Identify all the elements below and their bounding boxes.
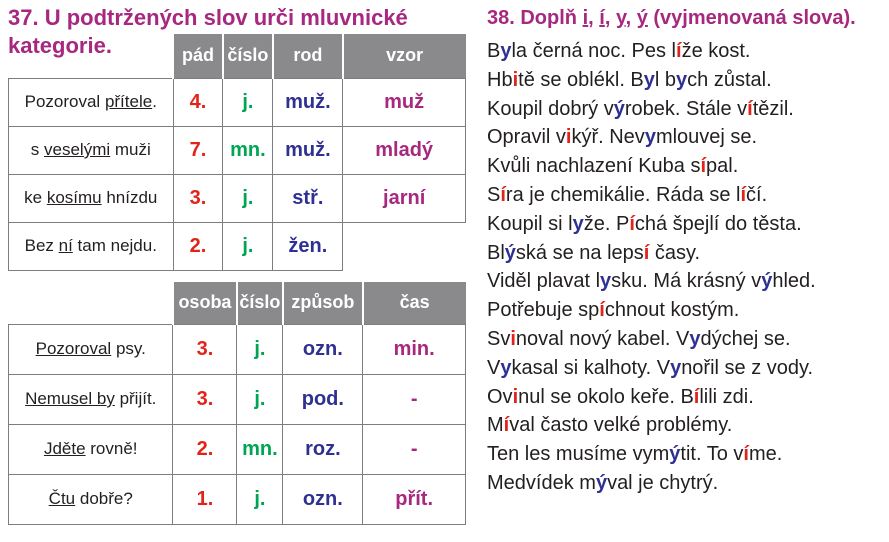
vzor-value: mladý [343, 126, 466, 174]
cislo-value: j. [223, 78, 273, 126]
sentence-text: Ov [487, 385, 513, 408]
sentence-text: l b [654, 68, 677, 91]
header-cislo: číslo [237, 282, 283, 324]
sentence-text: Viděl plavat l [487, 270, 601, 293]
sentence-text: kasal si kalhoty. V [511, 356, 671, 379]
sentence-text: me. [748, 443, 783, 466]
table-noun-categories [8, 34, 466, 271]
letter-i: i [582, 7, 589, 29]
sentence-text: S [487, 183, 501, 206]
cas-value: přít. [363, 474, 466, 524]
sentence-text: Hb [487, 68, 513, 91]
cislo-value: j. [237, 324, 283, 374]
sentence-text: val je chytrý. [607, 471, 719, 494]
sentence-text: lili zdi. [699, 385, 754, 408]
sentence-line [487, 152, 816, 181]
header-pad: pád [173, 34, 223, 78]
phrase-cell [9, 126, 174, 174]
title-sep: , [588, 7, 600, 29]
letter-y: y [615, 7, 626, 29]
underlined-word: Pozoroval [35, 339, 112, 358]
sentence-text: chnout kostým. [604, 299, 740, 322]
sentence-line [487, 296, 816, 325]
sentence-text: pal. [706, 155, 739, 178]
zpusob-value: pod. [283, 374, 363, 424]
table-row [9, 78, 466, 126]
filled-letter-i: í [747, 97, 753, 120]
sentence-text: kýř. Nev [571, 126, 645, 149]
table-row [9, 174, 466, 222]
cislo-value: j. [237, 474, 283, 524]
rod-value: stř. [273, 174, 343, 222]
sentence-text: ská se na leps [515, 241, 644, 264]
sentence-text: tě se oblékl. B [518, 68, 644, 91]
table-row [9, 126, 466, 174]
sentence-line [487, 37, 816, 66]
letter-y-long: ý [636, 7, 648, 29]
cas-value: - [363, 374, 466, 424]
underlined-word: Čtu [48, 489, 76, 508]
cas-value: min. [363, 324, 466, 374]
phrase-cell [9, 424, 173, 474]
table-row [9, 374, 466, 424]
sentence-text: Kvůli nachlazení Kuba s [487, 155, 701, 178]
sentence-text: la černá noc. Pes l [511, 40, 676, 62]
header-cislo: číslo [223, 34, 273, 78]
exercise-37-title-line1: 37. U podtržených slov urči mluvnické [8, 5, 408, 30]
letter-i-long: í [599, 7, 605, 29]
osoba-value: 1. [173, 474, 237, 524]
filled-letter-i: í [629, 212, 635, 235]
filled-letter-i: í [503, 414, 510, 437]
sentence-line [487, 181, 816, 210]
phrase-cell [9, 474, 173, 524]
phrase-pre: Pozoroval [24, 92, 105, 111]
cislo-value: j. [223, 222, 273, 270]
sentence-line [487, 123, 816, 152]
phrase-post: dobře? [75, 489, 133, 508]
sentence-text: nořil se z vody. [681, 356, 814, 379]
filled-letter-y: y [670, 356, 682, 379]
phrase-cell [9, 324, 173, 374]
sentence-text: Koupil dobrý v [487, 97, 614, 120]
sentence-text: že. P [583, 212, 630, 235]
exercise-38-sentences [487, 37, 816, 498]
sentence-line [487, 354, 816, 383]
sentence-text: tězil. [752, 97, 794, 120]
exercise-37-title-line2: kategorie. [8, 33, 112, 58]
filled-letter-i: í [693, 385, 700, 408]
filled-letter-y: y [643, 68, 655, 91]
title-text-end: (vyjmenovaná slova). [647, 7, 856, 29]
table-row [9, 474, 466, 524]
filled-letter-y: y [644, 126, 656, 149]
phrase-cell [9, 78, 174, 126]
sentence-line [487, 95, 816, 124]
sentence-line [487, 267, 816, 296]
exercise-38-title [487, 4, 856, 32]
phrase-pre: ke [24, 188, 47, 207]
phrase-post: hnízdu [101, 188, 158, 207]
underlined-word: veselými [44, 140, 111, 159]
header-zpusob: způsob [283, 282, 363, 324]
pad-value: 2. [173, 222, 223, 270]
filled-letter-y: y [600, 270, 612, 293]
phrase-post: . [152, 92, 157, 111]
sentence-line [487, 325, 816, 354]
zpusob-value: ozn. [283, 474, 363, 524]
phrase-pre: s [30, 140, 45, 159]
phrase-post: rovně! [85, 439, 138, 458]
filled-letter-i: í [700, 155, 707, 178]
sentence-text: Koupil si l [487, 212, 573, 235]
sentence-text: M [487, 414, 504, 437]
filled-letter-i: i [565, 126, 572, 149]
sentence-text: noval nový kabel. V [515, 327, 690, 350]
sentence-text: Potřebuje sp [487, 299, 600, 322]
sentence-text: chá špejlí do těsta. [634, 212, 802, 235]
underlined-word: Nemusel by [25, 389, 115, 408]
table-row [9, 424, 466, 474]
filled-letter-i: í [599, 299, 605, 322]
phrase-cell [9, 222, 174, 270]
title-sep: , [604, 7, 616, 29]
rod-value: žen. [273, 222, 343, 270]
sentence-text: ra je chemikálie. Ráda se l [505, 183, 741, 206]
phrase-post: psy. [111, 339, 146, 358]
sentence-text: robek. Stále v [624, 97, 748, 120]
underlined-word: ní [58, 236, 73, 255]
filled-letter-i: í [500, 183, 506, 206]
filled-letter-y: y [572, 212, 584, 235]
pad-value: 7. [173, 126, 223, 174]
osoba-value: 2. [173, 424, 237, 474]
filled-letter-y: y [676, 68, 688, 91]
filled-letter-i: í [676, 40, 682, 62]
filled-letter-y: ý [669, 443, 681, 466]
sentence-text: časy. [649, 241, 701, 264]
filled-letter-y: ý [613, 97, 625, 120]
sentence-line [487, 210, 816, 239]
vzor-value: jarní [343, 174, 466, 222]
zpusob-value: roz. [283, 424, 363, 474]
header-osoba: osoba [173, 282, 237, 324]
phrase-post: přijít. [114, 389, 157, 408]
table-verb-categories [8, 282, 466, 525]
filled-letter-y: y [689, 327, 701, 350]
sentence-line [487, 411, 816, 440]
title-sep: , [625, 7, 637, 29]
sentence-text: Ten les musíme vym [487, 443, 670, 466]
sentence-text: V [487, 356, 501, 379]
phrase-post: muži [110, 140, 151, 159]
sentence-text: val často velké problémy. [509, 414, 733, 437]
phrase-pre: Bez [24, 236, 59, 255]
filled-letter-y: ý [595, 471, 608, 494]
vzor-value [343, 222, 466, 270]
phrase-cell [9, 374, 173, 424]
sentence-text: čí. [746, 183, 768, 206]
pad-value: 4. [173, 78, 223, 126]
filled-letter-i: i [512, 68, 519, 91]
osoba-value: 3. [173, 374, 237, 424]
sentence-text: Sv [487, 327, 511, 350]
sentence-text: dýchej se. [700, 327, 791, 350]
filled-letter-i: í [743, 443, 749, 466]
osoba-value: 3. [173, 324, 237, 374]
sentence-text: sku. Má krásný v [611, 270, 762, 293]
sentence-text: mlouvej se. [655, 126, 758, 149]
sentence-text: Medvídek m [487, 471, 596, 494]
sentence-text: hled. [772, 270, 816, 293]
rod-value: muž. [273, 78, 343, 126]
sentence-line [487, 440, 816, 469]
filled-letter-i: í [643, 241, 650, 264]
sentence-line [487, 469, 816, 498]
filled-letter-y: ý [504, 241, 516, 264]
filled-letter-y: ý [761, 270, 773, 293]
header-vzor: vzor [343, 34, 466, 78]
underlined-word: kosímu [46, 188, 102, 207]
sentence-line [487, 66, 816, 95]
table-row [9, 222, 466, 270]
cas-value: - [363, 424, 466, 474]
filled-letter-i: i [512, 385, 519, 408]
filled-letter-i: i [510, 327, 516, 350]
phrase-cell [9, 174, 174, 222]
cislo-value: mn. [223, 126, 273, 174]
sentence-line [487, 383, 816, 412]
sentence-text: nul se okolo keře. B [518, 385, 694, 408]
cislo-value: mn. [237, 424, 283, 474]
header-cas: čas [363, 282, 466, 324]
sentence-text: Opravil v [487, 126, 566, 149]
sentence-text: B [487, 40, 501, 62]
title-text: 38. Doplň [487, 7, 583, 29]
filled-letter-y: y [500, 40, 512, 62]
table-row [9, 324, 466, 374]
vzor-value: muž [343, 78, 466, 126]
sentence-text: Bl [487, 241, 505, 264]
underlined-word: Jděte [43, 439, 86, 458]
sentence-text: že kost. [681, 40, 751, 62]
sentence-line [487, 239, 816, 268]
zpusob-value: ozn. [283, 324, 363, 374]
pad-value: 3. [173, 174, 223, 222]
filled-letter-y: y [500, 356, 512, 379]
phrase-post: tam nejdu. [72, 236, 157, 255]
filled-letter-i: í [740, 183, 747, 206]
cislo-value: j. [223, 174, 273, 222]
underlined-word: přítele [104, 92, 153, 111]
sentence-text: ch zůstal. [687, 68, 772, 91]
cislo-value: j. [237, 374, 283, 424]
rod-value: muž. [273, 126, 343, 174]
header-rod: rod [273, 34, 343, 78]
sentence-text: tit. To v [680, 443, 744, 466]
